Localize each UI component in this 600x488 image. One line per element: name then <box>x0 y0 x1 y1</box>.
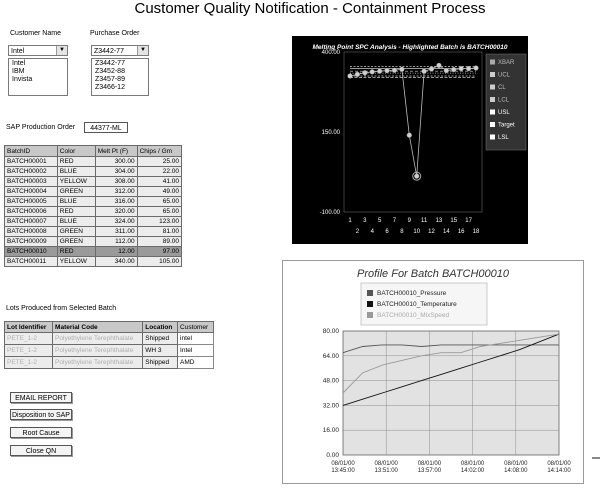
data-point <box>348 74 353 79</box>
data-point <box>385 68 390 73</box>
legend-swatch <box>490 122 495 127</box>
legend-entry: LSL <box>498 135 509 141</box>
legend-swatch <box>367 312 373 318</box>
table-cell: BLUE <box>57 217 95 227</box>
email-report-button[interactable]: EMAIL REPORT <box>10 392 72 403</box>
table-cell: PETE_1-2 <box>5 345 53 357</box>
legend-entry: CL <box>498 85 506 91</box>
table-cell: BLUE <box>57 167 95 177</box>
y-tick-label: -100.00 <box>319 210 340 216</box>
x-tick-label <box>331 461 355 474</box>
table-cell: RED <box>57 207 95 217</box>
x-tick-label <box>375 461 399 474</box>
x-tick-label <box>504 461 528 474</box>
table-cell: BATCH00007 <box>5 217 58 227</box>
table-cell: 25.00 <box>137 157 181 167</box>
table-cell: BATCH00005 <box>5 197 58 207</box>
chart-title: Profile For Batch BATCH00010 <box>356 268 510 280</box>
table-row[interactable] <box>5 357 214 369</box>
table-cell: PETE_1-2 <box>5 357 53 369</box>
table-cell: 22.00 <box>137 167 181 177</box>
x-tick-label: 10 <box>413 229 421 235</box>
table-cell: PETE_1-2 <box>5 333 53 345</box>
table-cell: Polyethylene Terephthalate <box>53 333 143 345</box>
legend-entry: LCL <box>498 97 510 104</box>
table-row[interactable] <box>5 217 182 227</box>
legend-swatch <box>490 97 495 102</box>
table-cell: 308.00 <box>95 177 137 187</box>
table-cell: 112.00 <box>95 237 137 247</box>
y-tick-label: 48.00 <box>322 377 339 385</box>
data-point <box>451 67 456 72</box>
batch-table <box>4 145 182 267</box>
table-row[interactable] <box>5 207 182 217</box>
legend-entry: XBAR <box>498 60 515 66</box>
x-tick-date: 08/01/00 <box>374 461 398 467</box>
data-point <box>370 69 375 74</box>
x-tick-label <box>547 461 571 474</box>
legend-swatch <box>490 72 495 77</box>
column-header[interactable]: Color <box>57 146 95 157</box>
table-cell: 304.00 <box>95 167 137 177</box>
table-cell[interactable]: AMD <box>178 357 214 369</box>
table-cell: BATCH00006 <box>5 207 58 217</box>
series-line-xbar <box>350 65 476 176</box>
data-point <box>414 174 419 179</box>
table-cell: 41.00 <box>137 177 181 187</box>
chevron-down-icon[interactable]: ▼ <box>56 46 67 55</box>
customer-select[interactable] <box>8 45 68 56</box>
legend-swatch <box>367 290 373 296</box>
x-tick-label <box>418 461 442 474</box>
x-tick-time: 13:51:00 <box>374 468 398 474</box>
table-cell: 89.00 <box>137 237 181 247</box>
column-header[interactable]: Melt Pt (F) <box>95 146 137 157</box>
x-tick-date: 08/01/00 <box>504 461 528 467</box>
column-header[interactable]: Customer <box>178 322 214 333</box>
close-qn-button[interactable]: Close QN <box>10 445 72 456</box>
x-tick-time: 14:08:00 <box>504 468 528 474</box>
table-cell: BATCH00011 <box>5 257 58 267</box>
data-point <box>355 72 360 77</box>
table-cell: 311.00 <box>95 227 137 237</box>
x-tick-time: 14:02:00 <box>460 468 485 474</box>
legend-swatch <box>490 110 495 115</box>
purchase-order-label: Purchase Order <box>90 30 140 37</box>
list-item[interactable]: Z3442-77 <box>95 60 125 67</box>
table-row[interactable] <box>5 157 182 167</box>
table-cell: 65.00 <box>137 197 181 207</box>
po-selected-value: Z3442-77 <box>94 48 124 55</box>
column-header[interactable]: BatchID <box>5 146 58 157</box>
x-tick-label: 6 <box>385 229 389 235</box>
table-row[interactable] <box>5 237 182 247</box>
table-cell: Polyethylene Terephthalate <box>53 345 143 357</box>
table-cell: RED <box>57 157 95 167</box>
x-tick-label <box>461 461 485 474</box>
table-cell: 12.00 <box>95 247 137 257</box>
table-cell: Shipped <box>143 333 178 345</box>
table-cell: BATCH00001 <box>5 157 58 167</box>
x-tick-label: 4 <box>370 229 374 235</box>
sap-order-field[interactable]: 44377-ML <box>84 122 128 133</box>
data-point <box>466 66 471 71</box>
x-tick-date: 08/01/00 <box>417 461 442 467</box>
spc-chart-panel <box>292 36 528 244</box>
list-item[interactable]: Z3466-12 <box>95 84 125 91</box>
table-row[interactable] <box>5 167 182 177</box>
lots-label: Lots Produced from Selected Batch <box>6 305 117 312</box>
table-cell: 123.00 <box>137 217 181 227</box>
data-point <box>362 70 367 75</box>
data-point <box>392 68 397 73</box>
customer-list[interactable] <box>8 58 68 96</box>
table-cell: Polyethylene Terephthalate <box>53 357 143 369</box>
table-cell: BATCH00010 <box>5 247 58 257</box>
page-title: Customer Quality Notification - Containment Process <box>134 0 486 17</box>
table-cell: 316.00 <box>95 197 137 207</box>
x-tick-label: 1 <box>348 218 352 224</box>
sap-order-label: SAP Production Order <box>6 124 76 131</box>
data-point <box>422 69 427 74</box>
table-cell: BATCH00003 <box>5 177 58 187</box>
spc-chart <box>292 36 528 244</box>
table-cell: GREEN <box>57 227 95 237</box>
table-cell: Shipped <box>143 357 178 369</box>
y-tick-label: 150.00 <box>321 130 340 136</box>
table-cell: 300.00 <box>95 157 137 167</box>
x-tick-label: 13 <box>435 218 443 224</box>
table-cell: BATCH00008 <box>5 227 58 237</box>
edge-divider <box>592 457 600 459</box>
x-tick-label: 18 <box>472 229 480 235</box>
y-tick-label: 64.00 <box>322 352 339 360</box>
root-cause-button[interactable]: Root Cause <box>10 427 72 438</box>
legend-swatch <box>490 60 495 65</box>
y-tick-label: 16.00 <box>322 427 339 435</box>
data-point <box>429 67 434 72</box>
purchase-order-select[interactable] <box>91 45 149 56</box>
y-tick-label: 32.00 <box>322 402 339 410</box>
table-cell: BATCH00004 <box>5 187 58 197</box>
table-cell: 340.00 <box>95 257 137 267</box>
data-point <box>399 67 404 72</box>
x-tick-date: 08/01/00 <box>547 461 571 467</box>
legend-swatch <box>490 85 495 90</box>
column-header[interactable]: Chips / Gm <box>137 146 181 157</box>
table-cell: 81.00 <box>137 227 181 237</box>
x-tick-label: 17 <box>465 218 472 224</box>
customer-selected-value: Intel <box>11 48 25 55</box>
x-tick-label: 3 <box>363 218 367 224</box>
disposition-to-sap-button[interactable]: Disposition to SAP <box>10 409 72 420</box>
y-tick-label: 0.00 <box>326 452 339 459</box>
table-cell: 320.00 <box>95 207 137 217</box>
x-tick-label: 2 <box>355 229 360 235</box>
table-cell: YELLOW <box>57 177 95 187</box>
data-point <box>444 68 449 73</box>
x-tick-label: 8 <box>400 229 404 235</box>
table-cell: 312.00 <box>95 187 137 197</box>
lots-table <box>4 321 214 369</box>
plot-area <box>343 331 559 455</box>
column-header[interactable]: Lot Identifier <box>5 322 53 333</box>
x-tick-label: 7 <box>392 218 397 224</box>
data-point <box>437 63 442 68</box>
x-tick-label: 14 <box>443 229 450 235</box>
x-tick-time: 14:14:00 <box>547 468 571 474</box>
column-header[interactable]: Location <box>143 322 178 333</box>
legend-swatch <box>490 135 495 140</box>
table-row[interactable] <box>5 333 214 345</box>
chart-title: Melting Point SPC Analysis - Highlighted Batch is BATCH00010 <box>312 44 508 51</box>
list-item[interactable]: IBM <box>12 68 25 75</box>
x-tick-date: 08/01/00 <box>460 461 485 467</box>
table-cell[interactable]: intel <box>178 333 214 345</box>
data-point <box>459 66 464 71</box>
data-point <box>377 69 382 74</box>
x-tick-time: 13:45:00 <box>331 468 355 474</box>
table-cell: YELLOW <box>57 257 95 267</box>
table-cell: 49.00 <box>137 187 181 197</box>
legend-entry: BATCH00010_Temperature <box>377 301 457 308</box>
table-row[interactable] <box>5 257 182 267</box>
table-cell: WH 3 <box>143 345 178 357</box>
table-cell: 105.00 <box>137 257 181 267</box>
table-cell: GREEN <box>57 187 95 197</box>
profile-chart <box>283 261 583 483</box>
profile-chart-panel <box>282 260 584 484</box>
x-tick-date: 08/01/00 <box>331 461 355 467</box>
list-item[interactable]: Intel <box>12 60 26 67</box>
legend-entry: USL <box>498 110 510 116</box>
x-tick-label: 5 <box>377 218 382 224</box>
table-row[interactable] <box>5 187 182 197</box>
table-row[interactable] <box>5 227 182 237</box>
purchase-order-list[interactable] <box>91 58 149 96</box>
table-row[interactable] <box>5 177 182 187</box>
legend-swatch <box>367 301 373 307</box>
column-header[interactable]: Material Code <box>53 322 143 333</box>
table-row[interactable] <box>5 247 182 257</box>
legend-entry: BATCH00010_MixSpeed <box>377 312 450 319</box>
table-cell: BATCH00009 <box>5 237 58 247</box>
chevron-down-icon[interactable]: ▼ <box>137 46 148 55</box>
y-tick-label: 400.00 <box>321 50 340 56</box>
table-cell: GREEN <box>57 237 95 247</box>
x-tick-label: 12 <box>428 229 435 235</box>
legend-entry: Target <box>498 122 515 129</box>
x-tick-label: 9 <box>407 218 411 224</box>
list-item[interactable]: Z3452-88 <box>95 68 125 75</box>
x-tick-label: 11 <box>421 218 428 224</box>
customer-label: Customer Name <box>10 30 61 37</box>
table-cell: 65.00 <box>137 207 181 217</box>
table-cell: BATCH00002 <box>5 167 58 177</box>
table-cell[interactable]: Intel <box>178 345 214 357</box>
y-tick-label: 80.00 <box>322 328 339 335</box>
x-tick-time: 13:57:00 <box>417 468 442 474</box>
x-tick-label: 16 <box>457 229 465 235</box>
data-point <box>407 133 412 138</box>
table-row[interactable] <box>5 197 182 207</box>
table-cell: RED <box>57 247 95 257</box>
legend-entry: UCL <box>498 72 511 79</box>
table-cell: BLUE <box>57 197 95 207</box>
list-item[interactable]: Z3457-89 <box>95 76 125 83</box>
table-cell: 324.00 <box>95 217 137 227</box>
table-row[interactable] <box>5 345 214 357</box>
x-tick-label: 15 <box>450 218 458 224</box>
data-point <box>474 66 479 71</box>
legend-entry: BATCH00010_Pressure <box>377 290 447 297</box>
table-cell: 97.00 <box>137 247 181 257</box>
list-item[interactable]: Invista <box>12 76 33 83</box>
